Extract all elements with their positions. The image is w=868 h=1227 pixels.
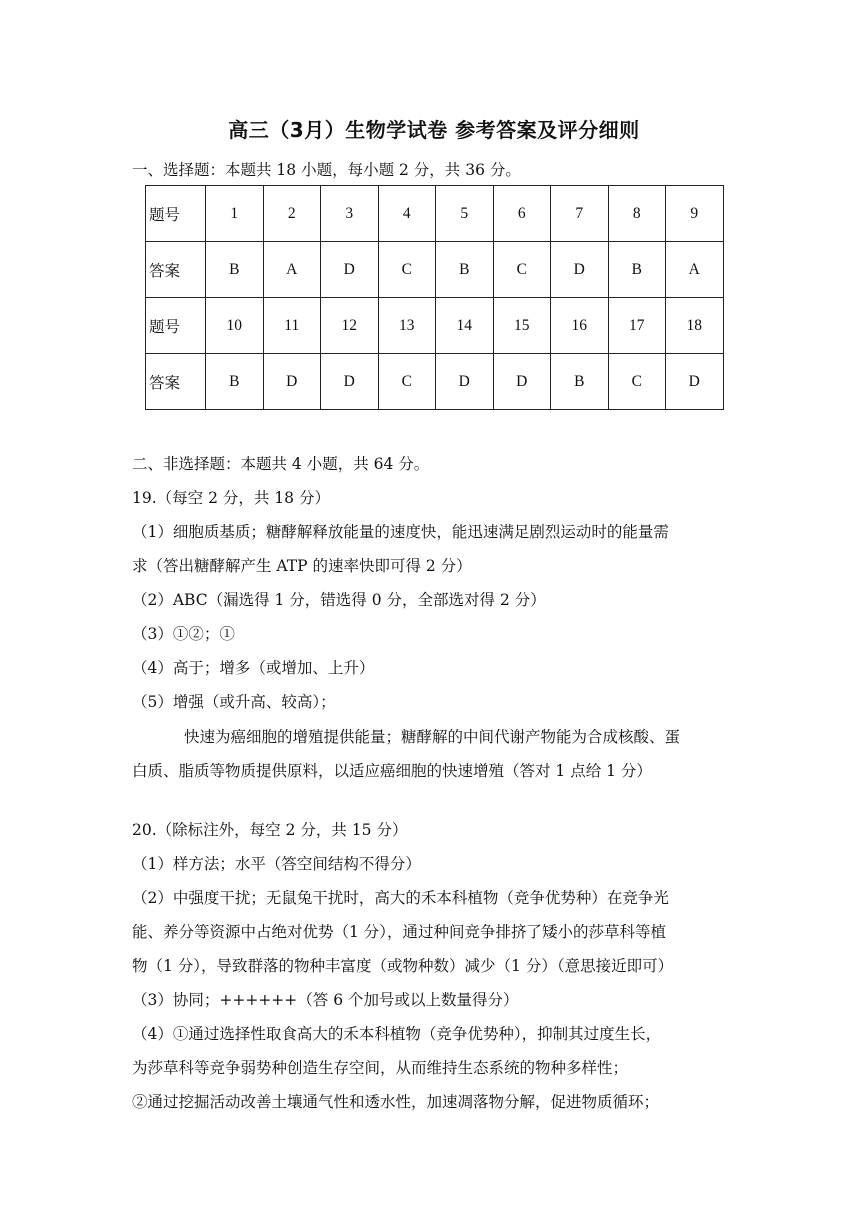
table-cell: 4 [378, 186, 436, 242]
table-cell: 10 [206, 298, 264, 354]
document-title: 高三（3月）生物学试卷 参考答案及评分细则 [228, 118, 640, 142]
table-cell: C [378, 242, 436, 298]
table-cell: 9 [666, 186, 724, 242]
section2-heading: 二、非选择题：本题共 4 小题，共 64 分。 [132, 455, 430, 473]
row-label: 答案 [146, 242, 206, 298]
row-label: 题号 [146, 186, 206, 242]
table-cell: 11 [263, 298, 321, 354]
table-cell: 6 [493, 186, 551, 242]
table-cell: B [206, 354, 264, 410]
table-row [146, 354, 724, 410]
answer-table [145, 185, 724, 410]
table-cell: D [493, 354, 551, 410]
q19-line: 白质、脂质等物质提供原料，以适应癌细胞的快速增殖（答对 1 点给 1 分） [132, 762, 652, 780]
table-cell: D [321, 354, 379, 410]
q20-line: 物（1 分），导致群落的物种丰富度（或物种数）减少（1 分）（意思接近即可） [132, 957, 674, 975]
table-cell: 14 [436, 298, 494, 354]
table-cell: 17 [608, 298, 666, 354]
table-cell: D [551, 242, 609, 298]
q19-line: 快速为癌细胞的增殖提供能量；糖酵解的中间代谢产物能为合成核酸、蛋 [184, 728, 681, 746]
table-cell: 3 [321, 186, 379, 242]
q19-line: （2）ABC（漏选得 1 分，错选得 0 分，全部选对得 2 分） [132, 591, 546, 609]
table-cell: 2 [263, 186, 321, 242]
table-cell: 15 [493, 298, 551, 354]
table-cell: D [321, 242, 379, 298]
table-cell: C [378, 354, 436, 410]
table-cell: C [608, 354, 666, 410]
table-row [146, 186, 724, 242]
table-cell: 8 [608, 186, 666, 242]
table-cell: B [608, 242, 666, 298]
q19-line: （4）高于；增多（或增加、上升） [132, 659, 375, 677]
table-cell: 18 [666, 298, 724, 354]
table-cell: D [436, 354, 494, 410]
table-cell: 12 [321, 298, 379, 354]
q20-line: （3）协同；++++++（答 6 个加号或以上数量得分） [132, 991, 519, 1009]
q20-line: 为莎草科等竞争弱势种创造生存空间，从而维持生态系统的物种多样性； [132, 1059, 629, 1077]
q19-heading: 19.（每空 2 分，共 18 分） [132, 489, 330, 507]
q20-line: 能、养分等资源中占绝对优势（1 分），通过种间竞争排挤了矮小的莎草科等植 [132, 923, 667, 941]
q19-line: （5）增强（或升高、较高）； [132, 693, 336, 711]
table-cell: A [666, 242, 724, 298]
row-label: 答案 [146, 354, 206, 410]
table-cell: 13 [378, 298, 436, 354]
q19-line: （1）细胞质基质；糖酵解释放能量的速度快，能迅速满足剧烈运动时的能量需 [132, 523, 669, 541]
table-cell: B [206, 242, 264, 298]
table-cell: 7 [551, 186, 609, 242]
q20-heading: 20.（除标注外，每空 2 分，共 15 分） [132, 821, 408, 839]
q20-line: ②通过挖掘活动改善土壤通气性和透水性，加速凋落物分解，促进物质循环； [132, 1093, 660, 1111]
table-cell: A [263, 242, 321, 298]
q19-line: 求（答出糖酵解产生 ATP 的速率快即可得 2 分） [132, 557, 472, 575]
q20-line: （1）样方法；水平（答空间结构不得分） [132, 855, 421, 873]
row-label: 题号 [146, 298, 206, 354]
table-row [146, 298, 724, 354]
q19-line: （3）①②；① [132, 625, 235, 643]
q20-line: （2）中强度干扰；无鼠兔干扰时，高大的禾本科植物（竞争优势种）在竞争光 [132, 889, 669, 907]
table-cell: B [551, 354, 609, 410]
table-cell: B [436, 242, 494, 298]
q20-line: （4）①通过选择性取食高大的禾本科植物（竞争优势种），抑制其过度生长， [132, 1025, 662, 1043]
table-cell: 1 [206, 186, 264, 242]
table-cell: 16 [551, 298, 609, 354]
table-cell: 5 [436, 186, 494, 242]
section1-heading: 一、选择题：本题共 18 小题，每小题 2 分，共 36 分。 [132, 161, 521, 179]
table-cell: D [666, 354, 724, 410]
table-cell: D [263, 354, 321, 410]
table-row [146, 242, 724, 298]
table-cell: C [493, 242, 551, 298]
